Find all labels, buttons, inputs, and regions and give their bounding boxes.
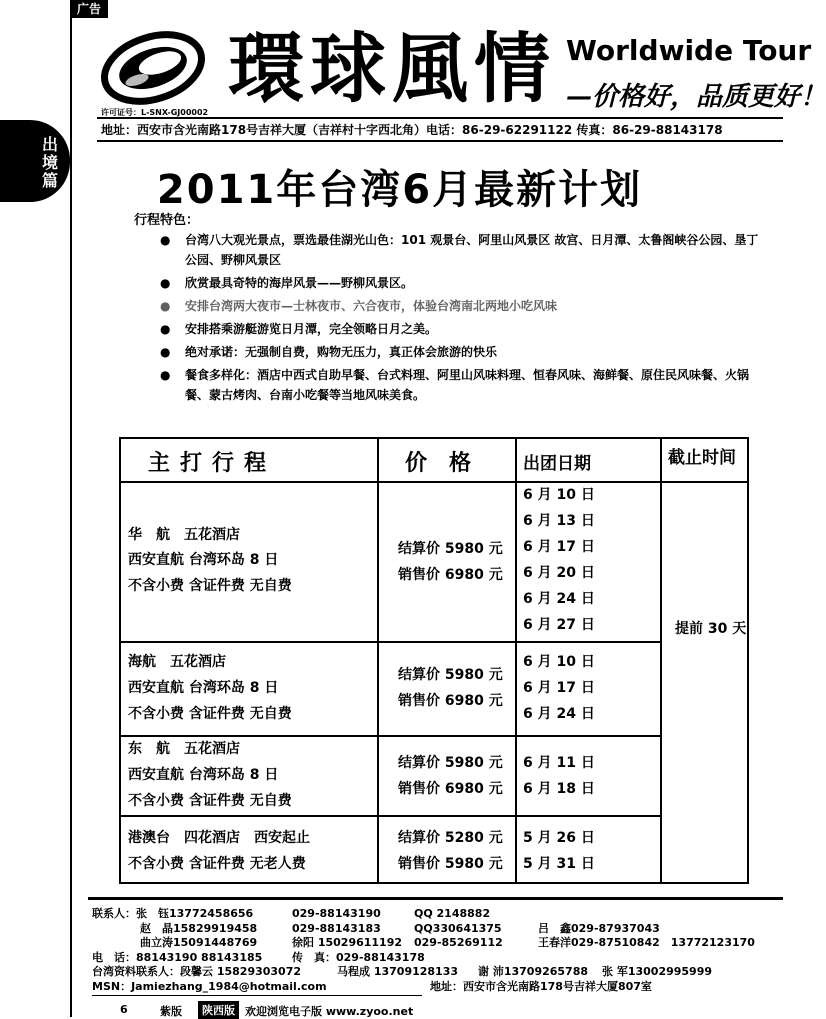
row1-itinerary-line: 西安直航 台湾环岛 8 日 [128,552,279,568]
contact-entry: QQ 2148882 [414,907,491,920]
contact-address: 地址：西安市含光南路178号吉祥大厦807室 [430,979,652,993]
header-rule-bottom [97,140,783,142]
table-border-right [747,437,749,884]
table-header-divider [119,481,749,483]
contact-entry: 赵 晶15829919458 [140,921,258,935]
contact-phone: 电 话：88143190 88143185 [92,950,263,964]
contact-entry: 王春洋029-87510842 13772123170 [538,936,755,949]
row4-date: 5 月 31 日 [523,856,595,872]
row1-date: 6 月 27 日 [523,617,595,633]
header-itinerary: 主打行程 [148,451,277,476]
company-address: 地址：西安市含光南路178号吉祥大厦（吉祥村十字西北角）电话：86-29-62291122 传真：86-29-88143178 [101,123,723,137]
row2-itinerary-line: 西安直航 台湾环岛 8 日 [128,680,279,696]
row1-date: 6 月 24 日 [523,591,595,607]
row4-date: 5 月 26 日 [523,830,595,846]
row4-itinerary-line: 港澳台 四花酒店 西安起止 [128,830,310,846]
row2-date: 6 月 10 日 [523,654,595,670]
row1-date: 6 月 20 日 [523,565,595,581]
footer-rule [92,995,422,996]
row2-settle-price: 结算价 5980 元 [398,667,503,683]
contact-entry: 马程成 13709128133 [337,965,459,978]
row2-date: 6 月 24 日 [523,706,595,722]
table-border-bottom [119,882,749,884]
contact-entry: QQ330641375 [414,921,502,935]
deadline-value: 提前 30 天 [675,621,747,637]
features-heading: 行程特色： [134,213,200,228]
row1-itinerary-line: 华 航 五花酒店 [128,527,240,543]
row3-sale-price: 销售价 6980 元 [398,781,503,797]
contacts-rule [88,897,783,900]
magazine-badge: 陕西版 [198,1001,239,1019]
edition-label: 紫版 [160,1005,182,1018]
ad-tag: 广告 [70,0,108,18]
brand-slogan: —价格好，品质更好！ [566,82,826,112]
row1-date: 6 月 17 日 [523,539,595,555]
row1-itinerary-line: 不含小费 含证件费 无自费 [128,578,292,594]
row2-itinerary-line: 不含小费 含证件费 无自费 [128,706,292,722]
features-list [160,230,760,408]
website-link[interactable]: 欢迎浏览电子版 www.zyoo.net [245,1005,414,1018]
row2-sale-price: 销售价 6980 元 [398,693,503,709]
contact-entry: 029-88143190 [292,907,381,920]
contact-entry: 029-85269112 [414,936,503,949]
contact-entry: 吕 鑫029-87937043 [538,921,660,935]
row2-date: 6 月 17 日 [523,680,595,696]
row3-itinerary-line: 东 航 五花酒店 [128,741,240,757]
row3-itinerary-line: 西安直航 台湾环岛 8 日 [128,767,279,783]
left-border-line [70,0,72,1017]
header-price: 价 格 [405,451,472,476]
page-number: 6 [120,1003,128,1016]
license-number: 许可证号：L-SNX-GJ00002 [101,108,209,117]
contact-entry: 联系人：张 钰13772458656 [92,907,254,920]
feature-item: ● 欣赏最具奇特的海岸风景——野柳风景区。 [160,273,760,293]
feature-item: ● 台湾八大观光景点，票选最佳湖光山色：101 观景台、阿里山风景区 故宫、日月潭、太鲁阁峡谷公园、垦丁公园、野柳风景区 [160,230,760,270]
row1-sale-price: 销售价 6980 元 [398,567,503,583]
feature-item: ● 安排搭乘游艇游览日月潭，完全领略日月之美。 [160,319,760,339]
header-dates: 出团日期 [523,454,591,474]
feature-item: ● 绝对承诺：无强制自费，购物无压力，真正体会旅游的快乐 [160,342,760,362]
table-row-divider [119,815,662,817]
table-row-divider [119,641,662,643]
brand-name-cn: 環球風情 [228,24,556,113]
side-tab-label: 出境篇 [41,135,58,190]
contact-entry: 曲立涛15091448769 [140,936,258,949]
contact-entry: 张 军13002995999 [602,965,713,978]
brand-name-en: Worldwide Tour [566,34,812,67]
table-border-top [119,437,749,439]
contact-entry: 029-88143183 [292,921,381,935]
globe-logo-icon [97,30,209,110]
row3-date: 6 月 18 日 [523,781,595,797]
row4-itinerary-line: 不含小费 含证件费 无老人费 [128,856,306,872]
contact-entry: 台湾资料联系人：段馨云 15829303072 [92,965,302,978]
row4-settle-price: 结算价 5280 元 [398,830,503,846]
row3-itinerary-line: 不含小费 含证件费 无自费 [128,793,292,809]
contact-msn: MSN：Jamiezhang_1984@hotmail.com [92,979,327,993]
header-rule-top [97,117,783,119]
row3-date: 6 月 11 日 [523,755,595,771]
contact-entry: 谢 沛13709265788 [478,965,589,978]
row3-settle-price: 结算价 5980 元 [398,755,503,771]
contact-fax: 传 真：029-88143178 [292,950,425,964]
row1-settle-price: 结算价 5980 元 [398,541,503,557]
contact-entry: 徐阳 15029611192 [292,936,403,949]
row1-date: 6 月 10 日 [523,487,595,503]
header-deadline: 截止时间 [668,448,736,468]
row2-itinerary-line: 海航 五花酒店 [128,654,226,670]
row4-sale-price: 销售价 5980 元 [398,856,503,872]
row1-date: 6 月 13 日 [523,513,595,529]
feature-item: ● 安排台湾两大夜市—士林夜市、六合夜市，体验台湾南北两地小吃风味 [160,296,760,316]
page-title: 2011年台湾6月最新计划 [156,167,643,213]
feature-item: ● 餐食多样化：酒店中西式自助早餐、台式料理、阿里山风味料理、恒春风味、海鲜餐、原住民风味餐、火锅餐、蒙古烤肉、台南小吃餐等当地风味美食。 [160,365,760,405]
